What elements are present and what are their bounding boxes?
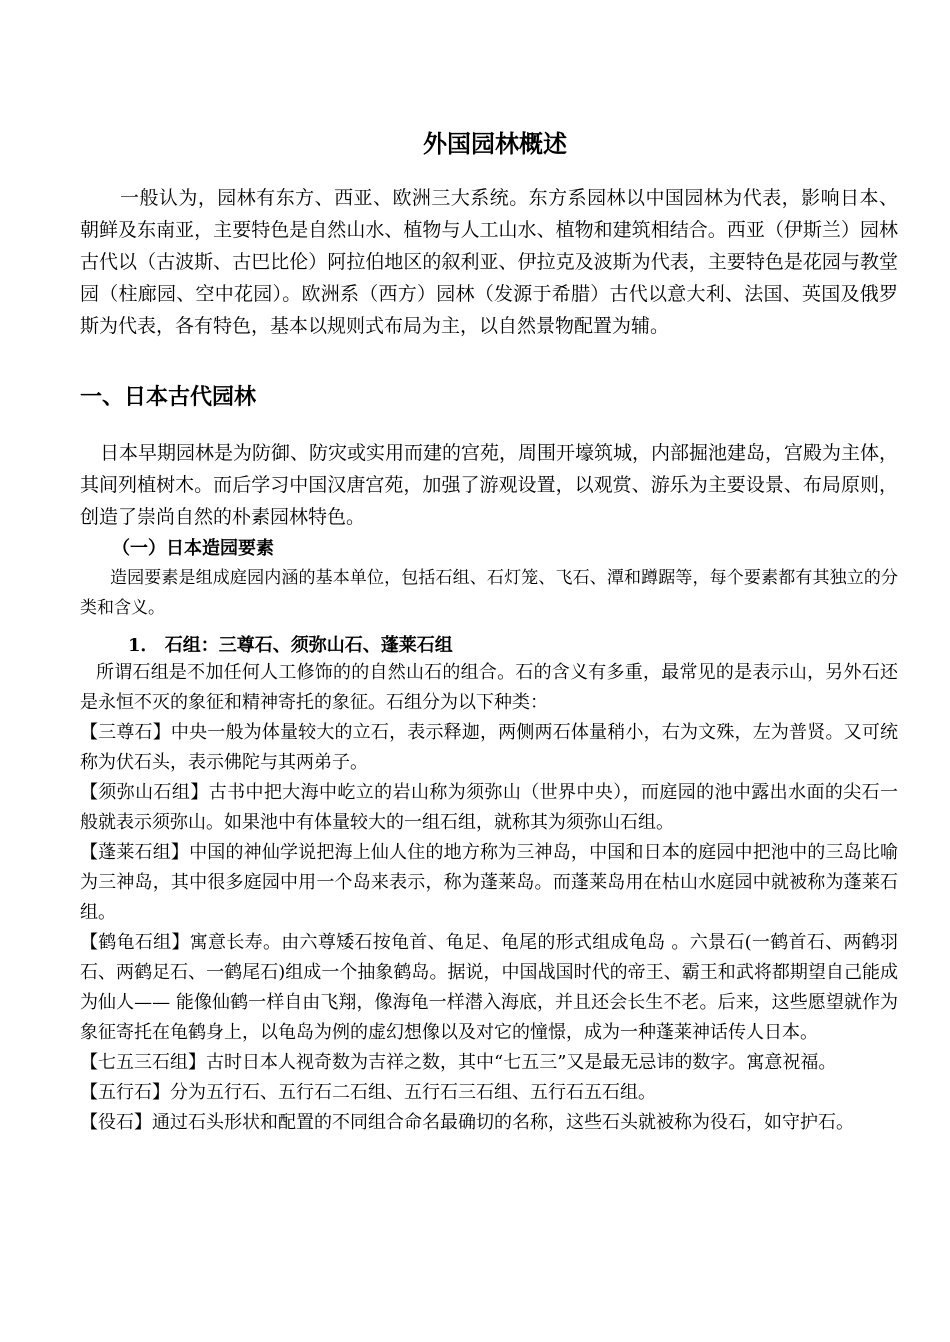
stone-group-entry-sanzun: 【三尊石】中央一般为体量较大的立石，表示释迦，两侧两石体量稍小，右为文殊，左为普贤。又可统称为伏石头，表示佛陀与其两弟子。 bbox=[80, 722, 898, 773]
stone-group-entry-wuxing: 【五行石】分为五行石、五行石二石组、五行石三石组、五行石五石组。 bbox=[80, 1082, 656, 1103]
section-intro-paragraph: 日本早期园林是为防御、防灾或实用而建的宫苑，周围开壕筑城，内部掘池建岛，宫殿为主体，其间列植树木。而后学习中国汉唐宫苑，加强了游观设置，以观赏、游乐为主要设景、布局原则，创造了崇尚自然的朴素园林特色。 bbox=[80, 442, 899, 528]
subsection-intro-paragraph: 造园要素是组成庭园内涵的基本单位，包括石组、石灯笼、飞石、潭和蹲踞等，每个要素都有其独立的分类和含义。 bbox=[80, 568, 898, 618]
stone-group-entry-qiwusan: 【七五三石组】古时日本人视奇数为吉祥之数，其中“七五三”又是最无忌讳的数字。寓意祝福。 bbox=[80, 1052, 837, 1073]
stone-group-body bbox=[80, 658, 898, 1138]
stone-group-lead-paragraph: 所谓石组是不加任何人工修饰的的自然山石的组合。石的含义有多重，最常见的是表示山，另外石还是永恒不灭的象征和精神寄托的象征。石组分为以下种类： bbox=[80, 662, 898, 713]
item-heading: 1． 石组：三尊石、须弥山石、蓬莱石组 bbox=[128, 635, 453, 656]
stone-group-entry-penglai: 【蓬莱石组】中国的神仙学说把海上仙人住的地方称为三神岛，中国和日本的庭园中把池中的三岛比喻为三神岛，其中很多庭园中用一个岛来表示，称为蓬莱岛。而蓬莱岛用在枯山水庭园中就被称为蓬莱石组。 bbox=[80, 842, 898, 923]
stone-group-entry-hegui: 【鹤龟石组】寓意长寿。由六尊矮石按龟首、龟足、龟尾的形式组成龟岛 。六景石(一鹤首石、两鹤羽石、两鹤足石、一鹤尾石)组成一个抽象鹤岛。据说，中国战国时代的帝王、霸王和武将都期望自己能成为仙人—— 能像仙鹤一样自由飞翔，像海龟一样潜入海底，并且还会长生不老。后来，这些愿望就作为象征寄托在龟鹤身上，以龟岛为例的虚幻想像以及对它的憧憬，成为一种蓬莱神话传人日本。 bbox=[80, 932, 898, 1043]
subsection-heading: （一）日本造园要素 bbox=[112, 538, 274, 559]
stone-group-entry-yishi: 【役石】通过石头形状和配置的不同组合命名最确切的名称，这些石头就被称为役石，如守护石。 bbox=[80, 1112, 854, 1133]
intro-paragraph: 一般认为，园林有东方、西亚、欧洲三大系统。东方系园林以中国园林为代表，影响日本、朝鲜及东南亚，主要特色是自然山水、植物与人工山水、植物和建筑相结合。西亚（伊斯兰）园林古代以（古波斯、古巴比伦）阿拉伯地区的叙利亚、伊拉克及波斯为代表，主要特色是花园与教堂园（柱廊园、空中花园）。欧洲系（西方）园林（发源于希腊）古代以意大利、法国、英国及俄罗斯为代表，各有特色，基本以规则式布局为主，以自然景物配置为辅。 bbox=[80, 187, 898, 337]
stone-group-entry-xumi: 【须弥山石组】古书中把大海中屹立的岩山称为须弥山（世界中央），而庭园的池中露出水面的尖石一般就表示须弥山。如果池中有体量较大的一组石组，就称其为须弥山石组。 bbox=[80, 782, 898, 833]
document-title: 外国园林概述 bbox=[423, 130, 567, 158]
section-heading: 一、日本古代园林 bbox=[80, 385, 257, 410]
